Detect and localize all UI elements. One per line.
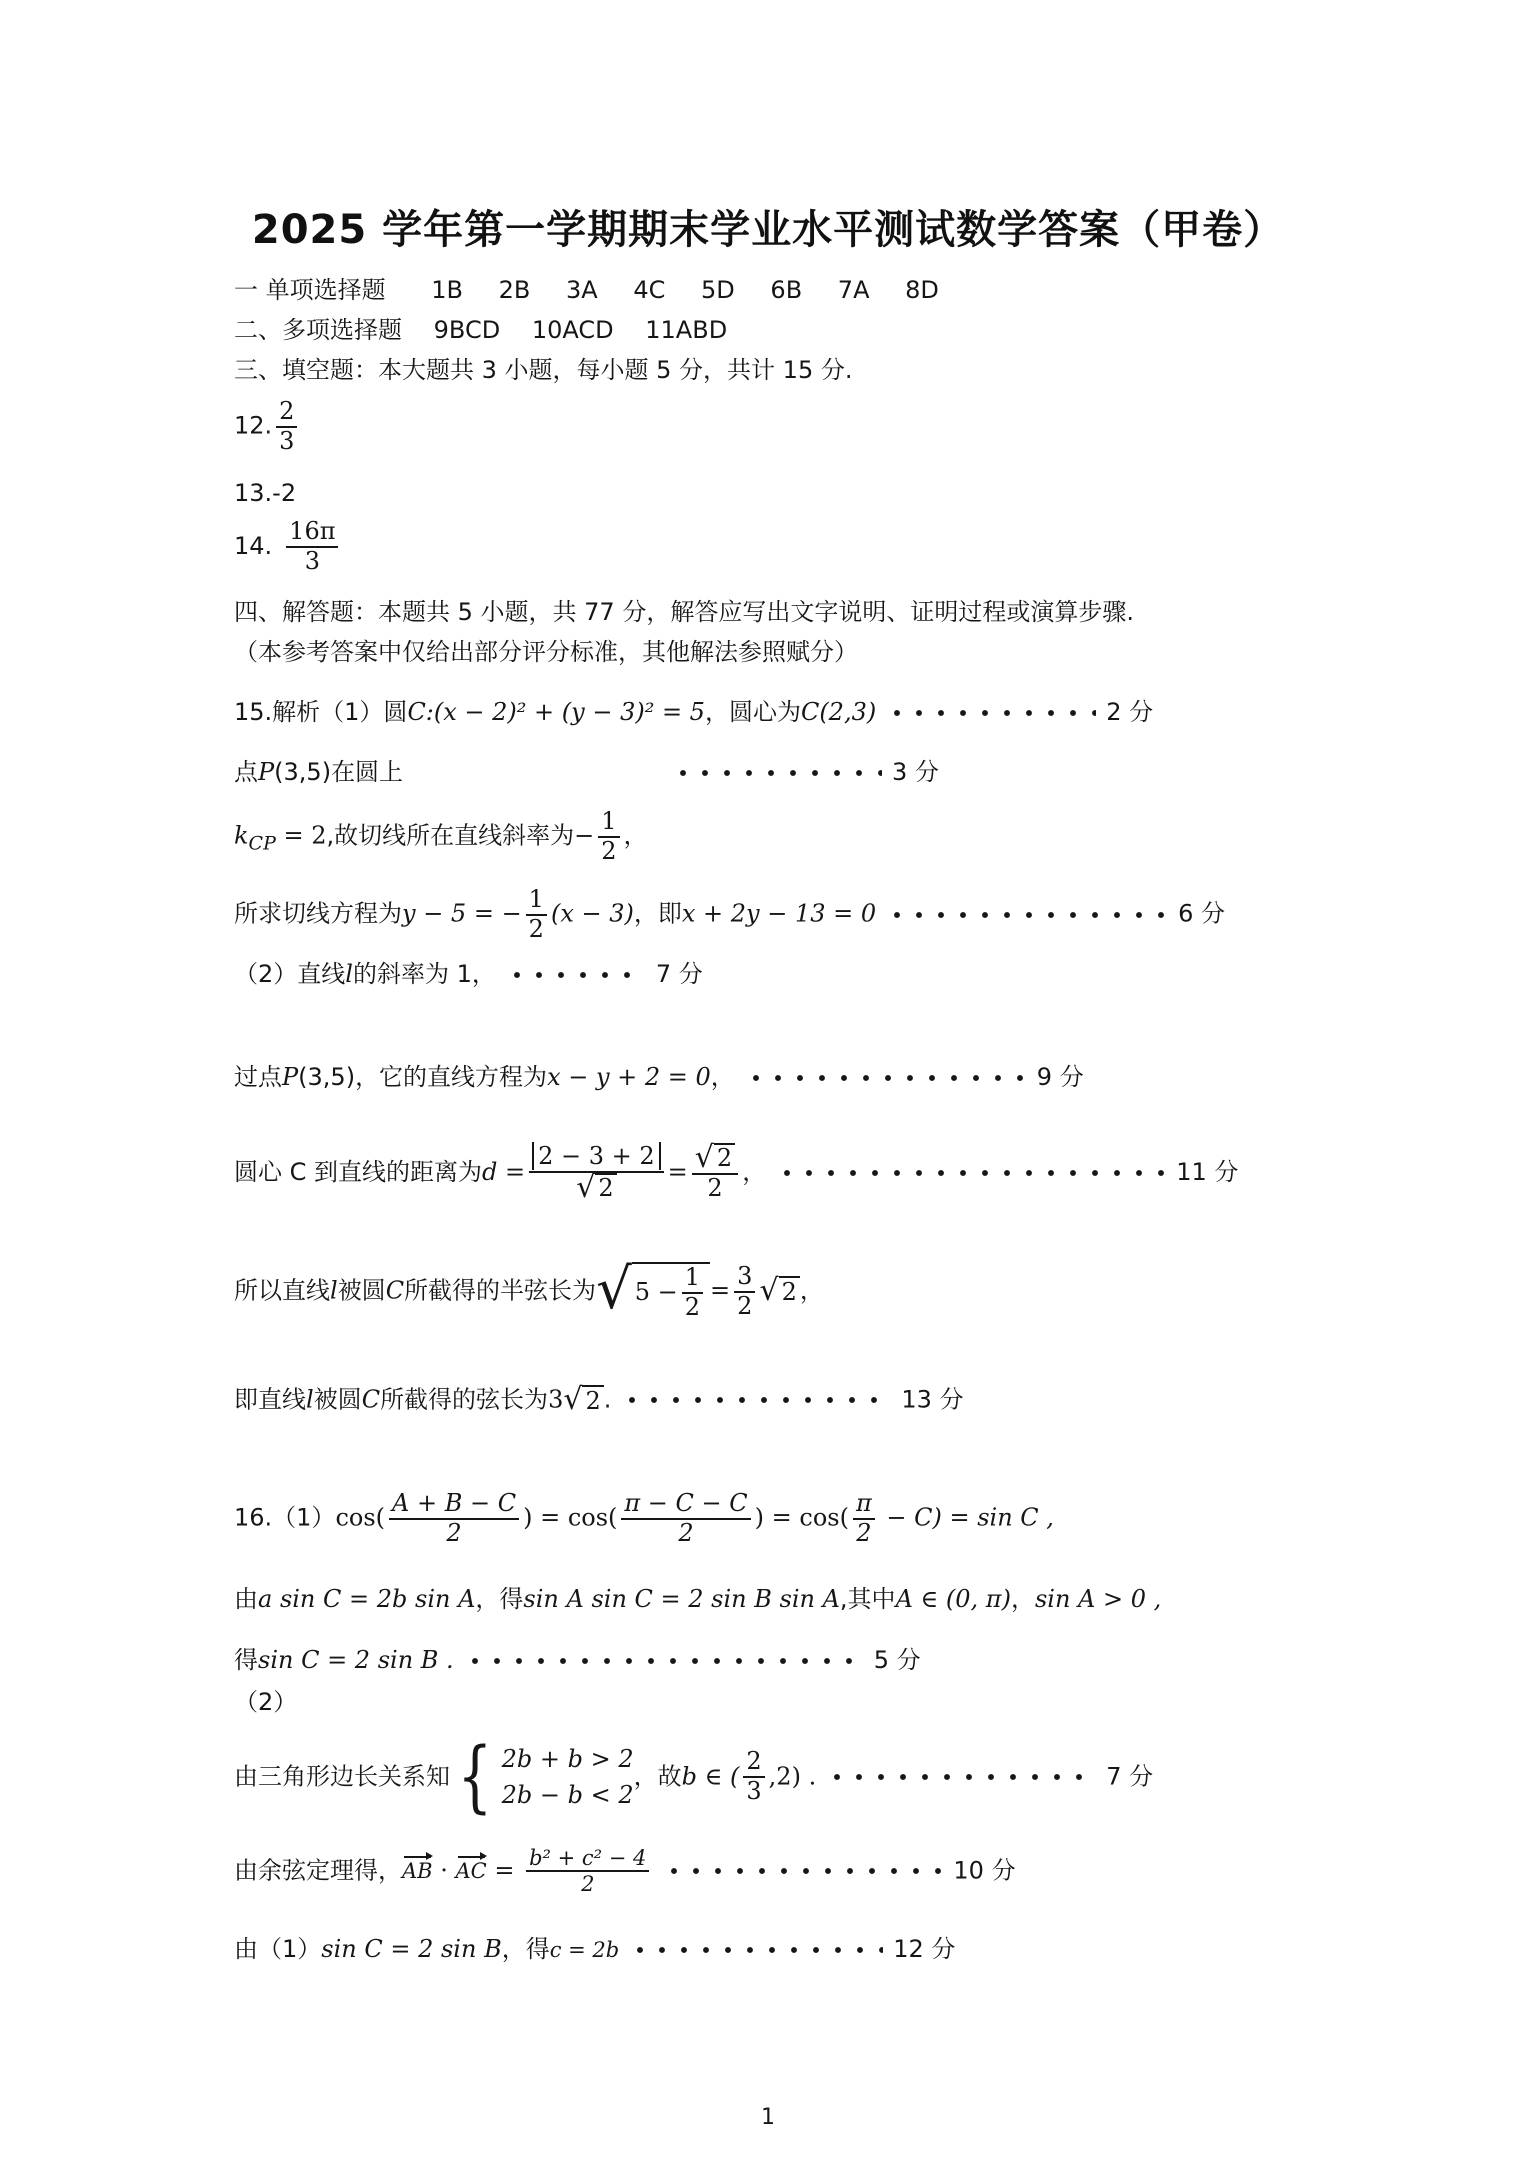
section-label: 二、多项选择题 bbox=[234, 316, 402, 344]
dot-leader bbox=[826, 1773, 1096, 1781]
section-multiple-choice bbox=[234, 316, 727, 345]
score: 5 分 bbox=[873, 1646, 921, 1674]
fraction: $\frac{1}{2}$ bbox=[526, 886, 547, 943]
section-fill-blank: 三、填空题：本大题共 3 小题，每小题 5 分，共计 15 分. bbox=[234, 356, 853, 384]
equation-system: { 2b + b > 2 2b − b < 2 bbox=[457, 1732, 634, 1822]
answer: 6B bbox=[770, 276, 803, 304]
section-single-choice bbox=[234, 276, 939, 305]
q16-line-1: 16.（1）cos( $\frac{A + B - C}{2}$ ) = cos( $\frac{\pi - C - C}{2}$ ) = cos( $\frac{\pi}{2}$ − C) = sin C , bbox=[234, 1489, 1054, 1547]
answer: 4C bbox=[633, 276, 666, 304]
score: 9 分 bbox=[1036, 1063, 1084, 1091]
fraction: $\frac{2}{3}$ bbox=[276, 398, 297, 455]
answer: 8D bbox=[905, 276, 939, 304]
dot-leader bbox=[506, 971, 646, 979]
fraction: $\frac{\text{b² + c² − 4}}{2}$ bbox=[526, 1846, 649, 1896]
fraction: $\frac{A + B - C}{2}$ bbox=[389, 1490, 519, 1547]
q16-line-6: 由余弦定理得，AB · AC = $\frac{\text{b² + c² − 4}}{2}$ 10 分 bbox=[234, 1846, 1016, 1897]
q15-line-5: （2）直线l的斜率为 1， 7 分 bbox=[234, 960, 703, 988]
dot-leader bbox=[629, 1946, 883, 1954]
fraction: $\frac{\pi}{2}$ bbox=[853, 1490, 875, 1547]
fraction: 2 − 3 + 2 √ 2 bbox=[529, 1143, 664, 1203]
section-solutions: 四、解答题：本题共 5 小题，共 77 分，解答应写出文字说明、证明过程或演算步骤. bbox=[234, 598, 1134, 626]
page-title: 2025 学年第一学期期末学业水平测试数学答案（甲卷） bbox=[251, 207, 1285, 253]
q16-line-7: 由（1）sin C = 2 sin B，得c = 2b 12 分 bbox=[234, 1935, 956, 1963]
fraction: $\frac{\pi - C - C}{2}$ bbox=[621, 1490, 750, 1547]
page-number: 1 bbox=[761, 2105, 775, 2130]
q15-line-2-score bbox=[662, 758, 939, 787]
answer: 1B bbox=[431, 276, 464, 304]
fraction: $\frac{1}{2}$ bbox=[598, 808, 619, 865]
dot-leader bbox=[776, 1169, 1166, 1177]
q15-line-3: $k_{CP} = 2$,故切线所在直线斜率为− $\frac{1}{2}$ ， bbox=[234, 807, 648, 865]
score: 3 分 bbox=[892, 758, 939, 786]
dot-leader bbox=[464, 1657, 864, 1665]
fraction: $\frac{16\pi}{3}$ bbox=[286, 518, 338, 575]
q16-line-4: （2） bbox=[234, 1688, 298, 1716]
dot-leader bbox=[621, 1396, 891, 1404]
score: 10 分 bbox=[953, 1856, 1016, 1885]
answer: 9BCD bbox=[433, 316, 501, 344]
answer: 5D bbox=[701, 276, 735, 304]
dot-leader bbox=[663, 1867, 943, 1875]
fraction: $\frac{2}{3}$ bbox=[743, 1748, 764, 1805]
q15-line-4: 所求切线方程为y − 5 = − $\frac{1}{2}$ (x − 3)，即x + 2y − 13 = 0 6 分 bbox=[234, 885, 1226, 943]
score: 2 分 bbox=[1106, 698, 1154, 726]
q15-line-9: 即直线l被圆C所截得的弦长为3 √ 2 . 13 分 bbox=[234, 1382, 964, 1417]
answer-14: 14. $\frac{16\pi}{3}$ bbox=[234, 518, 342, 575]
score: 7 分 bbox=[1106, 1762, 1154, 1791]
q15-line-8: 所以直线l被圆C所截得的半弦长为 √ 5 − $\frac{1}{2}$ = $\frac{3}{2}$ √ 2 ， bbox=[234, 1257, 824, 1322]
answer: 3A bbox=[566, 276, 598, 304]
section-label: 一 单项选择题 bbox=[234, 276, 386, 304]
fraction: $\frac{3}{2}$ bbox=[734, 1263, 755, 1320]
answer: 10ACD bbox=[531, 316, 614, 344]
answer-13: 13.-2 bbox=[234, 479, 297, 507]
q15-line-1: 15.解析（1）圆C:(x − 2)² + (y − 3)² = 5，圆心为C(2,3) 2 分 bbox=[234, 698, 1154, 726]
answer-12: 12. $\frac{2}{3}$ bbox=[234, 398, 301, 455]
q16-line-5: 由三角形边长关系知 { 2b + b > 2 2b − b < 2 ，故b ∈ ( $\frac{2}{3}$ ,2) . 7 分 bbox=[234, 1732, 1154, 1822]
q15-line-6: 过点P(3,5)，它的直线方程为x − y + 2 = 0， 9 分 bbox=[234, 1063, 1084, 1091]
q16-line-3: 得sin C = 2 sin B . 5 分 bbox=[234, 1646, 921, 1674]
score: 12 分 bbox=[893, 1935, 956, 1963]
radical: √ 5 − $\frac{1}{2}$ bbox=[596, 1262, 710, 1321]
score: 11 分 bbox=[1176, 1157, 1239, 1186]
dot-leader bbox=[745, 1074, 1027, 1082]
q15-line-7: 圆心 C 到直线的距离为d = 2 − 3 + 2 √ 2 = √ 2 2 ， 11 分 bbox=[234, 1140, 1239, 1205]
score: 6 分 bbox=[1178, 899, 1226, 928]
dot-leader bbox=[672, 769, 882, 777]
dot-leader bbox=[886, 911, 1168, 919]
q15-line-2: 点P(3,5)在圆上 bbox=[234, 758, 404, 786]
answer: 7A bbox=[837, 276, 870, 304]
score: 7 分 bbox=[655, 960, 703, 988]
answer: 11ABD bbox=[645, 316, 728, 344]
q16-line-2: 由a sin C = 2b sin A，得sin A sin C = 2 sin B sin A,其中A ∈ (0, π)，sin A > 0 , bbox=[234, 1585, 1162, 1613]
fraction: √ 2 2 bbox=[692, 1143, 738, 1203]
answer: 2B bbox=[498, 276, 531, 304]
section-note: （本参考答案中仅给出部分评分标准，其他解法参照赋分） bbox=[234, 638, 858, 666]
dot-leader bbox=[886, 709, 1096, 717]
score: 13 分 bbox=[901, 1385, 964, 1414]
